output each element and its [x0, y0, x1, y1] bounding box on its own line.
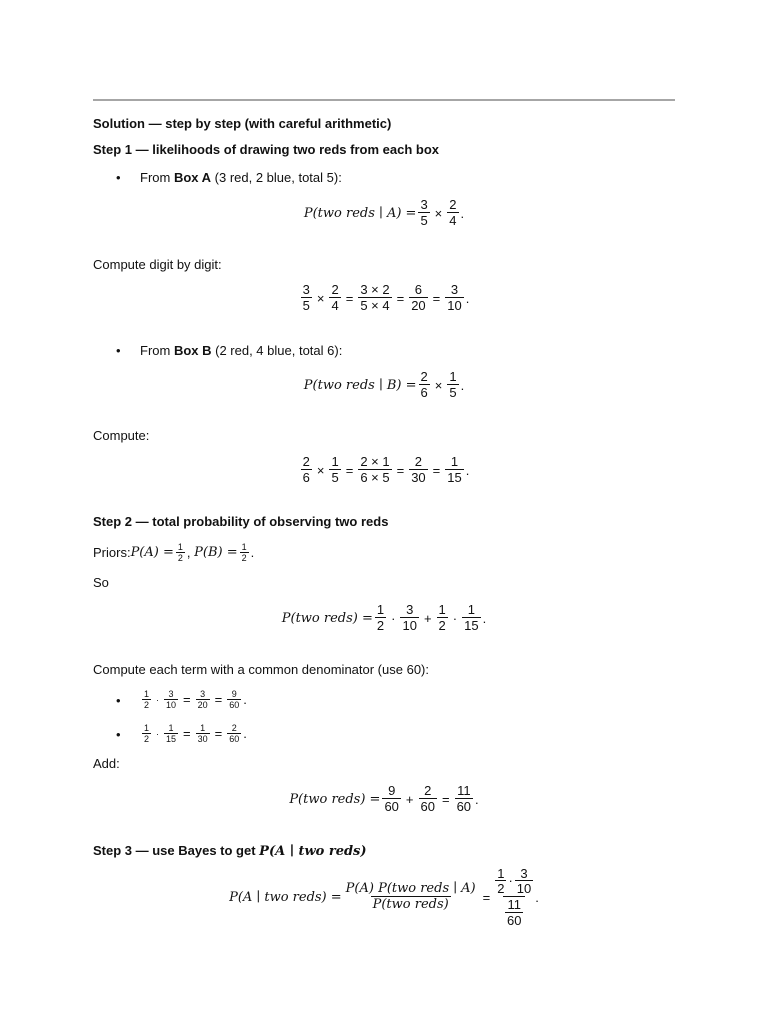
- priors-line: Priors: P(A) = $\frac{1}{2}$ , P(B) = $\frac{1}{2}$ .: [93, 541, 255, 563]
- common-denominator-label: Compute each term with a common denominator (use 60):: [93, 662, 429, 677]
- equation-calc-a: $\frac{3}{5}$ × $\frac{2}{4}$ = $\frac{3 \times 2}{5 \times 4}$ = $\frac{6}{20}$ = $\frac{3}{10}$ .: [302, 282, 470, 313]
- bullet-box-b: From Box B (2 red, 4 blue, total 6):: [140, 343, 343, 358]
- bullet-dot: •: [116, 693, 121, 708]
- solution-heading: Solution — step by step (with careful arithmetic): [93, 116, 392, 131]
- step3-title: Step 3 — use Bayes to get P(A ∣ two reds): [93, 843, 367, 859]
- bullet-box-a: From Box A (3 red, 2 blue, total 5):: [140, 170, 342, 185]
- compute-b-label: Compute:: [93, 428, 150, 443]
- add-label: Add:: [93, 756, 120, 771]
- equation-calc-b: $\frac{2}{6}$ × $\frac{1}{5}$ = $\frac{2 \times 1}{6 \times 5}$ = $\frac{2}{30}$ = $\frac{1}{15}$ .: [302, 454, 470, 485]
- bullet-dot: •: [116, 727, 121, 742]
- equation-likelihood-a: P(two reds ∣ A) = $\frac{3}{5}$ × $\frac{2}{4}$ .: [303, 197, 465, 228]
- equation-total: P(two reds) = $\frac{1}{2}$ · $\frac{3}{10}$ + $\frac{1}{2}$ · $\frac{1}{15}$ .: [281, 602, 487, 633]
- so-label: So: [93, 575, 109, 590]
- equation-likelihood-b: P(two reds ∣ B) = $\frac{2}{6}$ × $\frac{1}{5}$ .: [303, 369, 465, 400]
- compute-a-label: Compute digit by digit:: [93, 257, 222, 272]
- equation-bayes: P(A ∣ two reds) = $\frac{\text{P(A) P(two reds ∣ A)}}{\text{P(two reds)}}$ = $\frac{1}{2}$ · $\frac{3}{10}$ $\frac{11}{60}$ .: [229, 865, 539, 928]
- equation-sum: P(two reds) = $\frac{9}{60}$ + $\frac{2}{60}$ = $\frac{11}{60}$ .: [289, 783, 479, 814]
- horizontal-rule: [93, 99, 675, 101]
- term1-equation: $\frac{1}{2}$ · $\frac{3}{10}$ = $\frac{3}{20}$ = $\frac{9}{60}$ .: [144, 688, 247, 710]
- step1-title: Step 1 — likelihoods of drawing two reds from each box: [93, 142, 439, 157]
- bullet-dot: •: [116, 170, 121, 185]
- bullet-dot: •: [116, 343, 121, 358]
- step2-title: Step 2 — total probability of observing two reds: [93, 514, 389, 529]
- term2-equation: $\frac{1}{2}$ · $\frac{1}{15}$ = $\frac{1}{30}$ = $\frac{2}{60}$ .: [144, 722, 247, 744]
